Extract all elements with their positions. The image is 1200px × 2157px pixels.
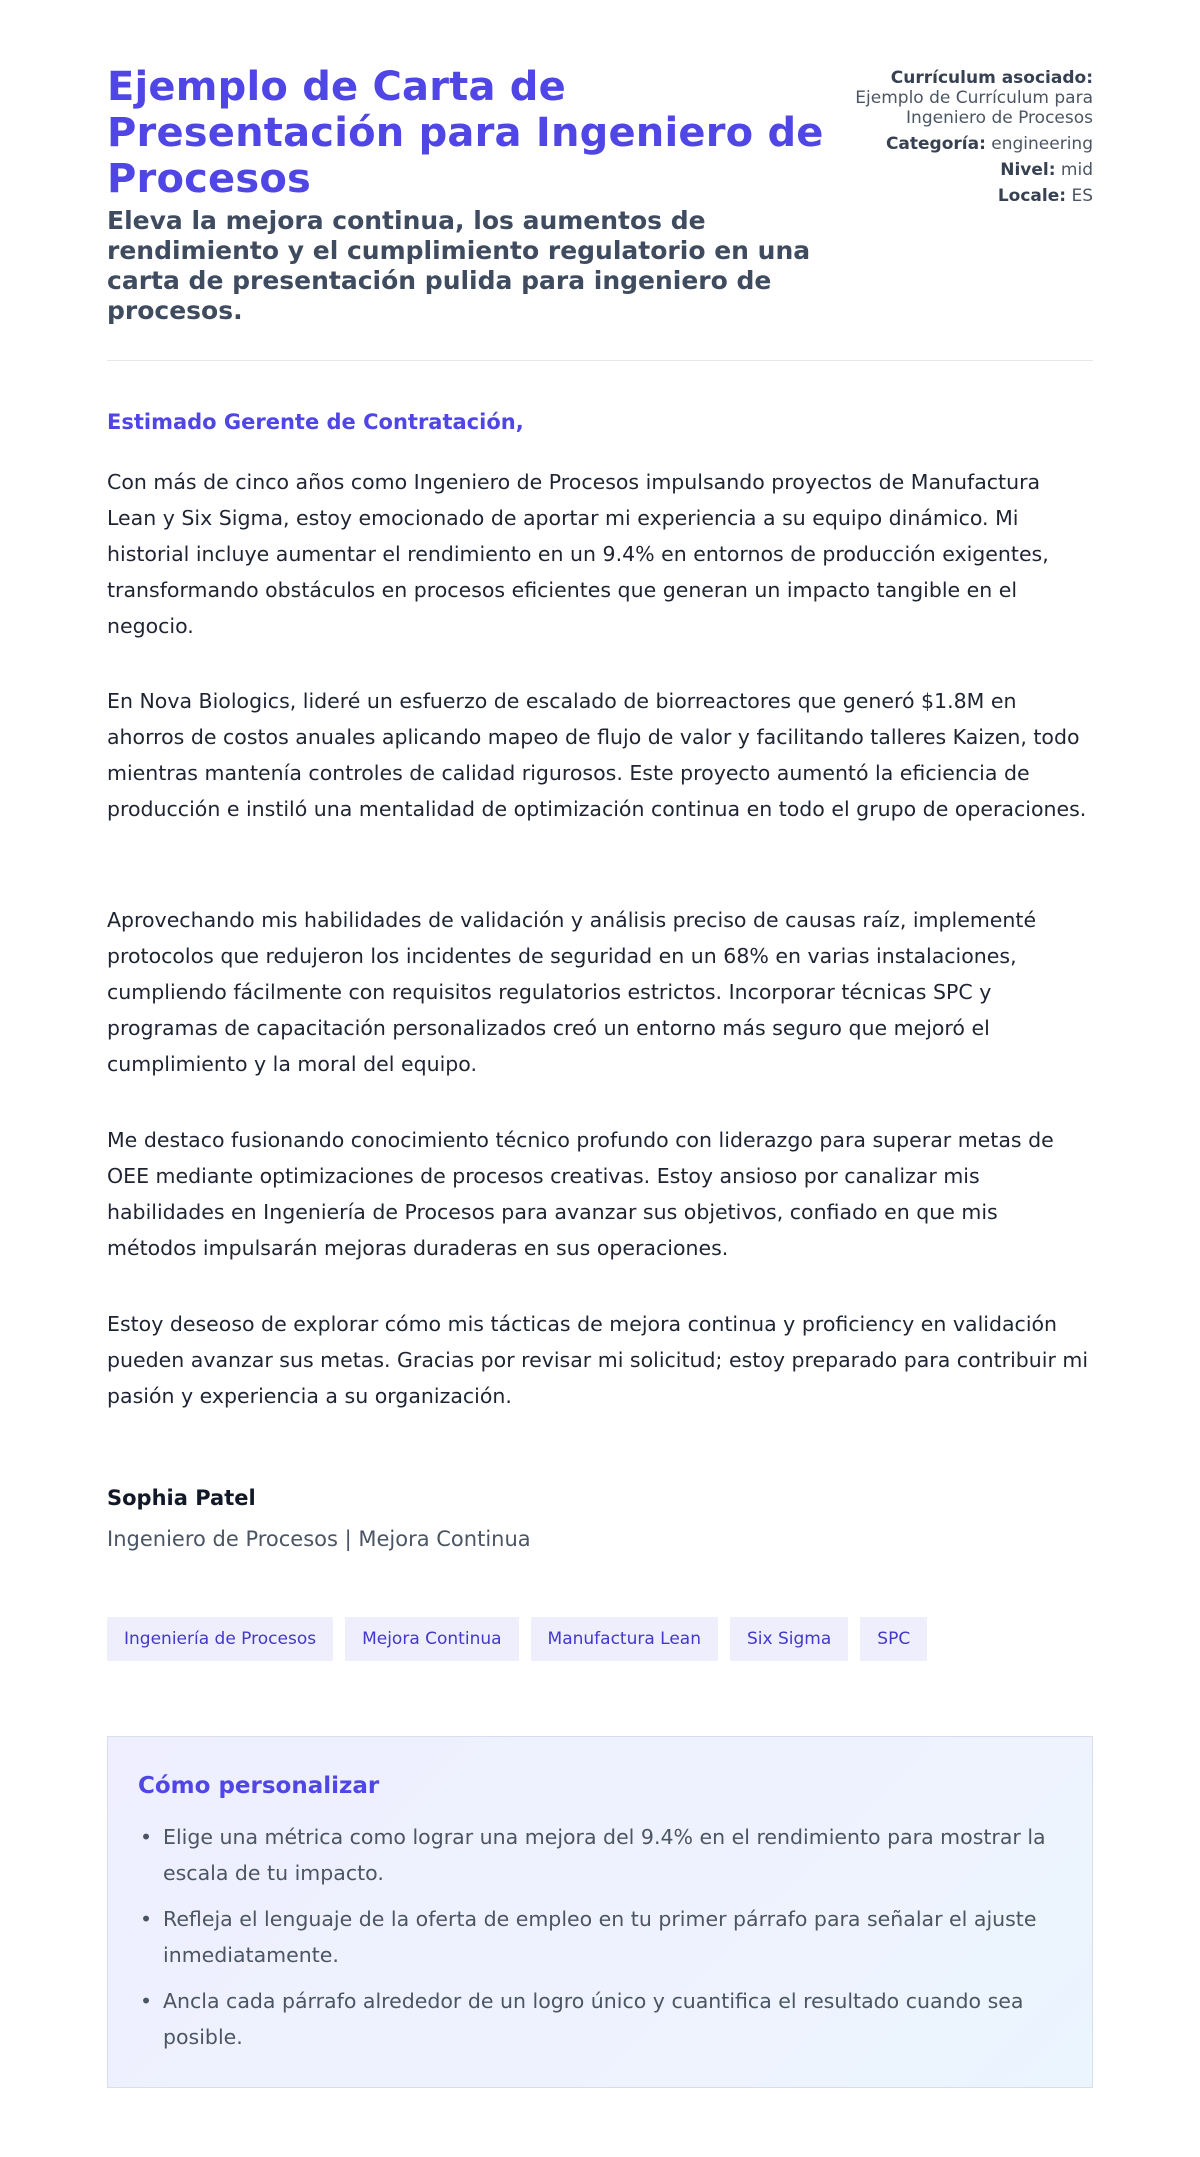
- customization-tips-panel: [107, 1736, 1093, 2088]
- page-subtitle: Eleva la mejora continua, los aumentos de rendimiento y el cumplimiento regulatorio en una carta de presentación pulida para ingeniero de procesos.: [107, 206, 811, 325]
- letter-paragraph-1: Con más de cinco años como Ingeniero de Procesos impulsando proyectos de Manufactura Lean y Six Sigma, estoy emocionado de aportar mi experiencia a su equipo dinámico. Mi historial incluye aumentar el rendimiento en un 9.4% en entornos de producción exigentes, transformando obstáculos en procesos eficientes que generan un impacto tangible en el negocio.: [107, 470, 1049, 638]
- meta-resume-label: Currículum asociado:: [890, 68, 1093, 88]
- tip-item: [138, 1819, 1062, 1891]
- letter-paragraph-4: Me destaco fusionando conocimiento técnico profundo con liderazgo para superar metas de OEE mediante optimizaciones de procesos creativas. Estoy ansioso por canalizar mis habilidades en Ingeniería de Procesos para avanzar sus objetivos, confiado en que mis métodos impulsarán mejoras duraderas en sus operaciones.: [107, 1128, 1054, 1260]
- letter-paragraph-2: En Nova Biologics, lideré un esfuerzo de escalado de biorreactores que generó $1.8M en ahorros de costos anuales aplicando mapeo de flujo de valor y facilitando talleres Kaizen, todo mientras mantenía controles de calidad rigurosos. Este proyecto aumentó la eficiencia de producción e instiló una mentalidad de optimización continua en todo el grupo de operaciones.: [107, 689, 1087, 821]
- tag-chip[interactable]: Six Sigma: [730, 1617, 848, 1661]
- tip-text: Ancla cada párrafo alrededor de un logro único y cuantifica el resultado cuando sea posible.: [163, 1989, 1024, 2049]
- tips-list: [138, 1819, 1062, 2055]
- page-header: [107, 64, 1093, 360]
- tip-item: [138, 1983, 1062, 2055]
- page-title: Ejemplo de Carta de Presentación para Ingeniero de Procesos: [107, 64, 824, 202]
- meta-resume: [843, 68, 1093, 128]
- tag-chip[interactable]: Manufactura Lean: [531, 1617, 718, 1661]
- tag-list: [107, 1617, 927, 1661]
- signature-name: Sophia Patel: [107, 1486, 256, 1510]
- tips-title: Cómo personalizar: [138, 1773, 380, 1799]
- meta-locale-label: Locale:: [997, 186, 1067, 206]
- meta-locale-value: ES: [1071, 186, 1093, 206]
- meta-level-value: mid: [1060, 160, 1093, 180]
- bullet-icon: •: [140, 1825, 153, 1849]
- letter-paragraph-5: Estoy deseoso de explorar cómo mis tácticas de mejora continua y proficiency en validación pueden avanzar sus metas. Gracias por revisar mi solicitud; estoy preparado para contribuir mi pasión y experiencia a su organización.: [107, 1312, 1089, 1408]
- bullet-icon: •: [140, 1989, 153, 2013]
- letter-paragraph-3: Aprovechando mis habilidades de validación y análisis preciso de causas raíz, implementé protocolos que redujeron los incidentes de seguridad en un 68% en varias instalaciones, cumpliendo fácilmente con requisitos regulatorios estrictos. Incorporar técnicas SPC y programas de capacitación personalizados creó un entorno más seguro que mejoró el cumplimiento y la moral del equipo.: [107, 908, 1037, 1076]
- bullet-icon: •: [140, 1907, 153, 1931]
- meta-category-label: Categoría:: [885, 134, 986, 154]
- signature-role: Ingeniero de Procesos | Mejora Continua: [107, 1527, 531, 1551]
- tip-item: [138, 1901, 1062, 1973]
- letter-greeting: Estimado Gerente de Contratación,: [107, 410, 524, 434]
- meta-category: [843, 134, 1093, 154]
- tag-chip[interactable]: Mejora Continua: [345, 1617, 518, 1661]
- tag-chip[interactable]: SPC: [860, 1617, 927, 1661]
- meta-locale: [843, 186, 1093, 206]
- title-block: [107, 64, 837, 326]
- meta-level: [843, 160, 1093, 180]
- meta-category-value: engineering: [991, 134, 1093, 154]
- tip-text: Elige una métrica como lograr una mejora del 9.4% en el rendimiento para mostrar la escala de tu impacto.: [163, 1825, 1046, 1885]
- metadata-panel: [843, 68, 1093, 212]
- meta-resume-value[interactable]: Ejemplo de Currículum para Ingeniero de Procesos: [855, 88, 1093, 128]
- tag-chip[interactable]: Ingeniería de Procesos: [107, 1617, 333, 1661]
- header-divider: [107, 360, 1093, 361]
- meta-level-label: Nivel:: [1000, 160, 1056, 180]
- tip-text: Refleja el lenguaje de la oferta de empleo en tu primer párrafo para señalar el ajuste inmediatamente.: [163, 1907, 1037, 1967]
